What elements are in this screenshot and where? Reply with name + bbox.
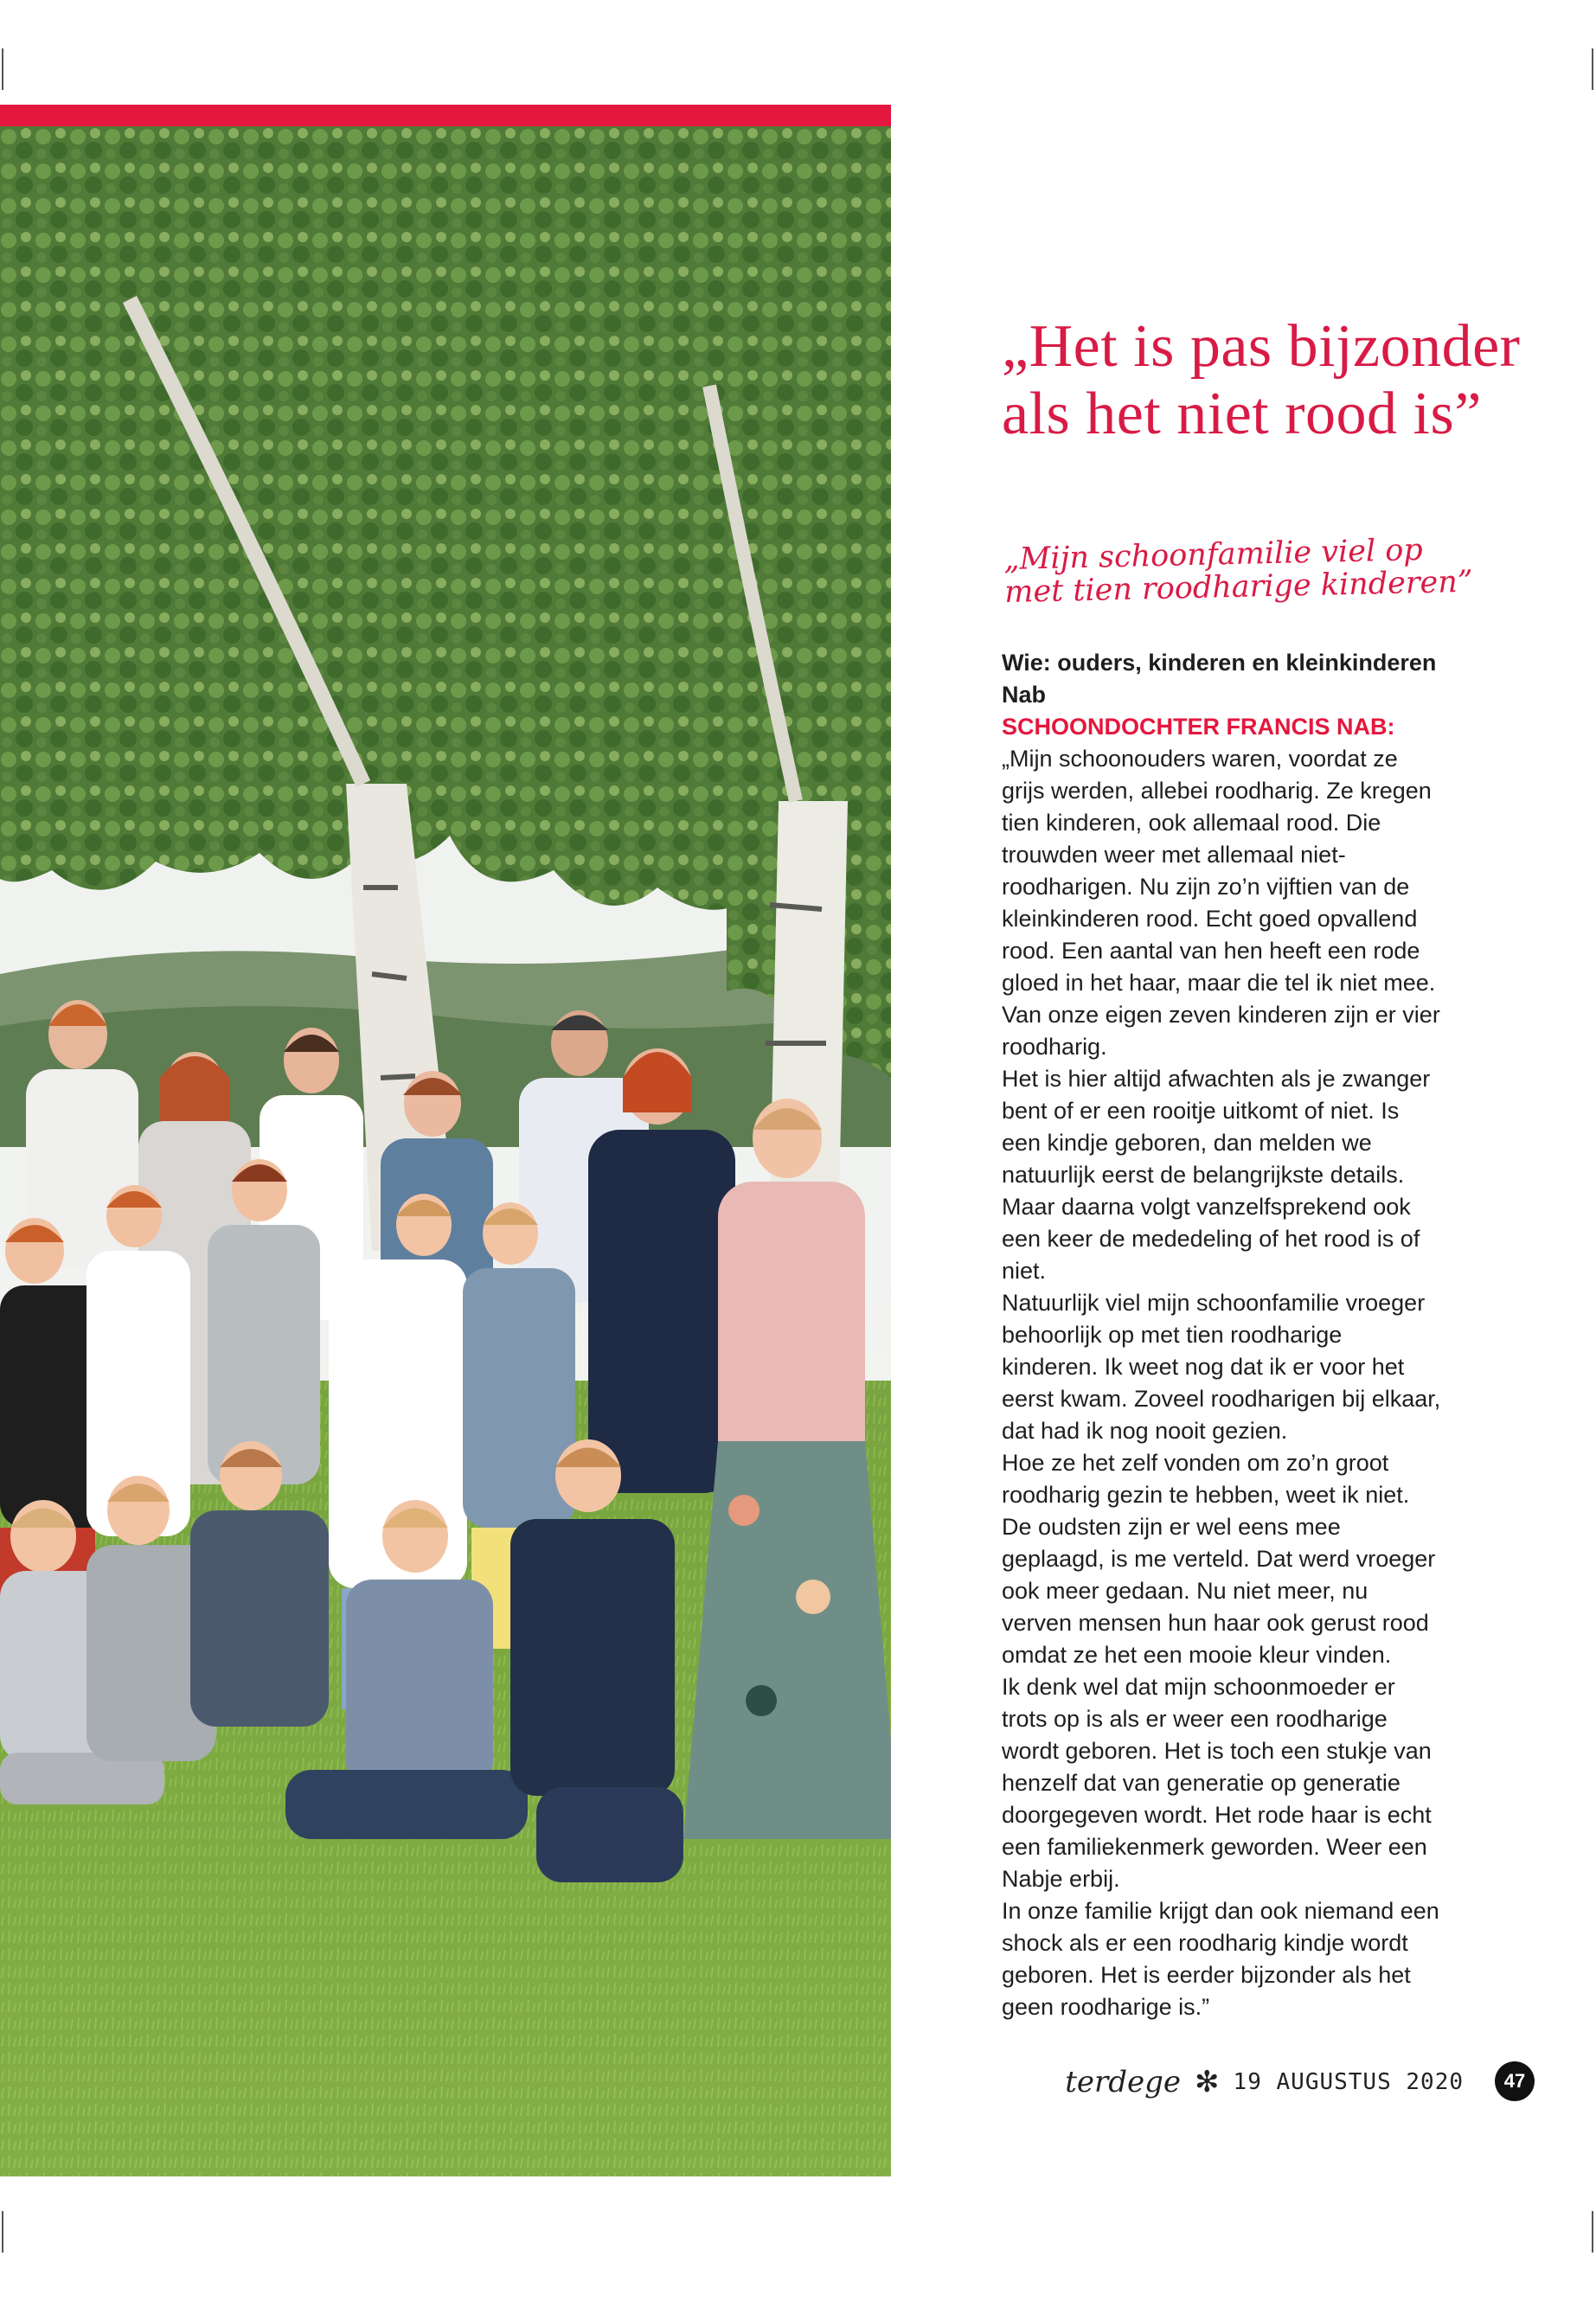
family-photo	[0, 126, 891, 2176]
issue-date: 19 AUGUSTUS 2020	[1233, 2069, 1464, 2095]
crop-mark-bottom-right	[1592, 2211, 1593, 2253]
crop-mark-top-right	[1592, 48, 1593, 90]
body-paragraph: In onze familie krijgt dan ook niemand een shock als er een roodharig kindje wordt geboren. Het is eerder bijzonder als het geen roodharige is.”	[1002, 1898, 1439, 2020]
body-paragraph: „Mijn schoonouders waren, voordat ze grijs werden, allebei roodharig. Ze kregen tien kinderen, ook allemaal rood. Die trouwden weer met allemaal niet-roodharigen. Nu zijn zo’n vijftien van de kleinkinderen rood. Echt goed opvallend rood. Een aantal van hen heeft een rode gloed in het haar, maar die tel ik niet mee. Van onze eigen zeven kinderen zijn er vier roodharig.	[1002, 746, 1440, 1060]
body-paragraph: Het is hier altijd afwachten als je zwanger bent of er een rooitje uitkomt of niet. Is een kindje geboren, dan melden we natuurlijk eerst de belangrijkste details. Maar daarna volgt vanzelfsprekend ook een keer de mededeling of het rood is of niet.	[1002, 1066, 1431, 1284]
speaker-label: SCHOONDOCHTER FRANCIS NAB:	[1002, 714, 1395, 740]
who-line: Wie: ouders, kinderen en kleinkinderen Nab	[1002, 650, 1437, 708]
body-paragraph: Ik denk wel dat mijn schoonmoeder er trots op is als er weer een roodharige wordt geboren. Het is toch een stukje van henzelf dat van generatie op generatie doorgegeven wordt. Het rode haar is echt een familiekenmerk geworden. Weer een Nabje erbij.	[1002, 1674, 1432, 1892]
page-footer	[1065, 2061, 1464, 2104]
body-paragraph: Natuurlijk viel mijn schoonfamilie vroeger behoorlijk op met tien roodharige kinderen. Ik weet nog dat ik er voor het eerst kwam. Zoveel roodharigen bij elkaar, dat had ik nog nooit gezien.	[1002, 1290, 1441, 1444]
article-subquote: „Mijn schoonfamilie viel op met tien roodharige kinderen”	[1003, 533, 1474, 610]
crop-mark-top-left	[2, 48, 3, 90]
article-headline: „Het is pas bijzonder als het niet rood is”	[1002, 313, 1521, 447]
crop-mark-bottom-left	[2, 2211, 3, 2253]
page-number-badge: 47	[1495, 2061, 1535, 2101]
body-paragraph: Hoe ze het zelf vonden om zo’n groot roodharig gezin te hebben, weet ik niet. De oudsten zijn er wel eens mee geplaagd, is me verteld. Dat werd vroeger ook meer gedaan. Nu niet meer, nu verven mensen hun haar ook gerust rood omdat ze het een mooie kleur vinden.	[1002, 1450, 1436, 1668]
accent-bar	[0, 105, 891, 126]
asterisk-icon: ✻	[1195, 2066, 1220, 2099]
article-body	[1002, 647, 1443, 2023]
magazine-brand: terdege	[1065, 2065, 1182, 2099]
